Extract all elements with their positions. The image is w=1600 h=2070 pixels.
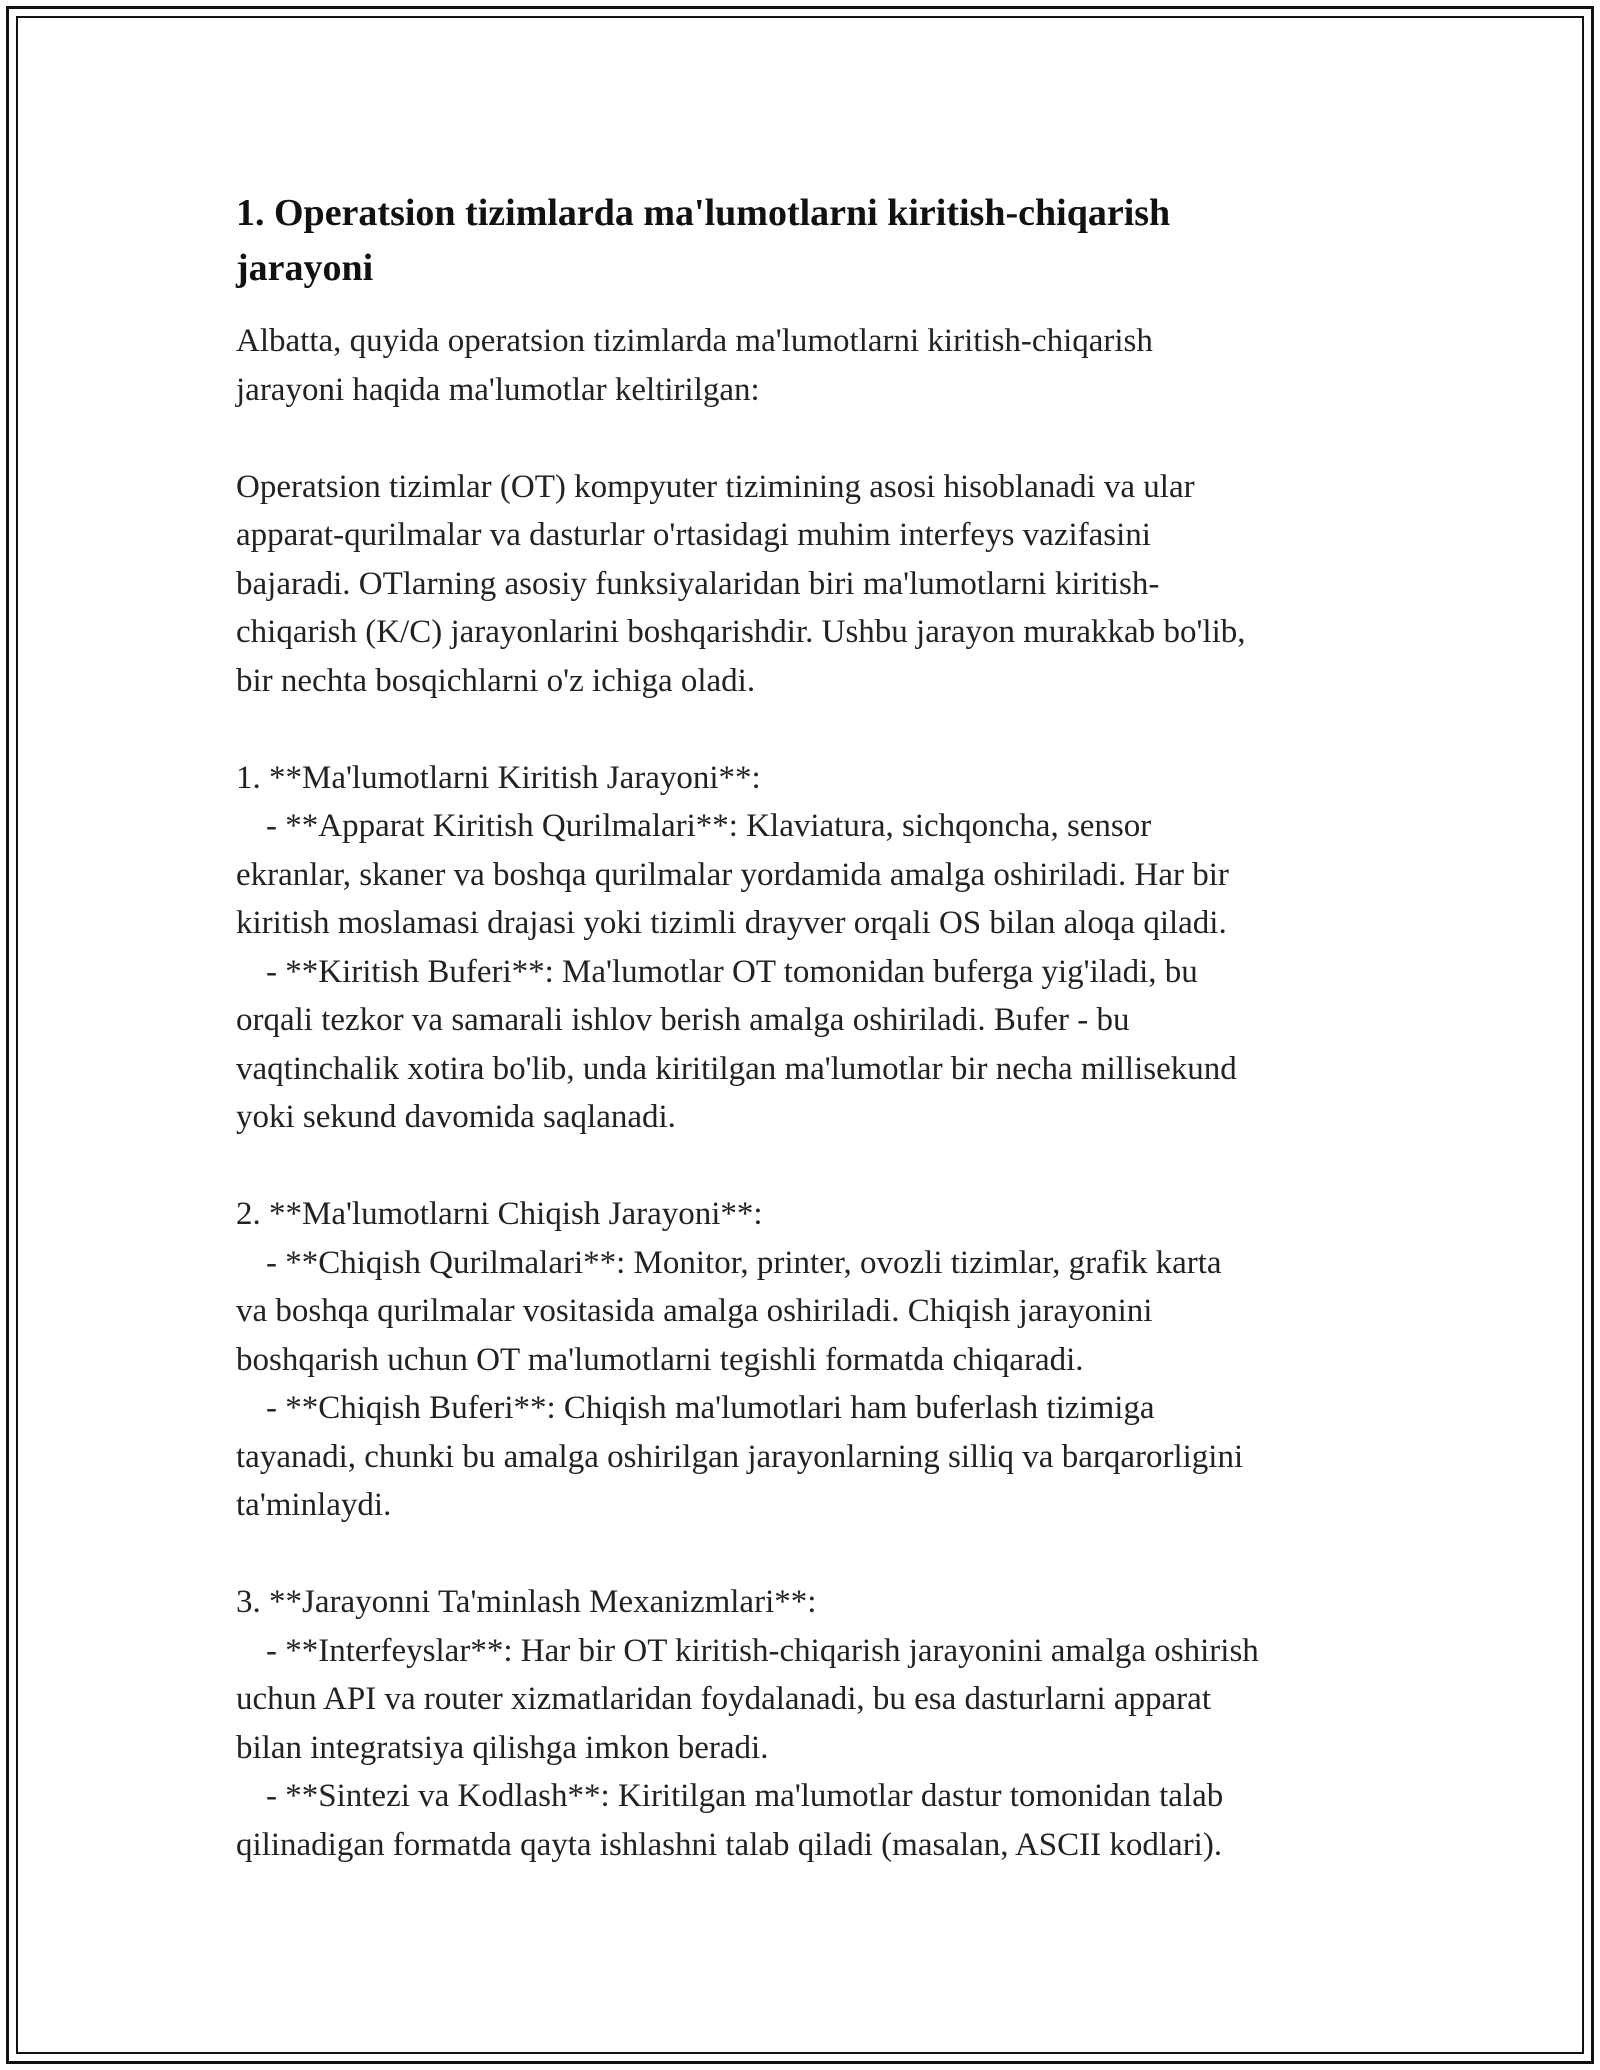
intro-paragraph: Albatta, quyida operatsion tizimlarda ma'lumotlarni kiritish-chiqarish jarayoni haqida ma'lumotlar keltirilgan:	[236, 323, 1153, 408]
bullet-item	[236, 948, 1386, 1142]
section-heading: 1. **Ma'lumotlarni Kiritish Jarayoni**:	[236, 759, 761, 796]
section-input	[236, 754, 1386, 1142]
section-heading: 2. **Ma'lumotlarni Chiqish Jarayoni**:	[236, 1196, 763, 1232]
document-body	[236, 186, 1386, 1869]
bullet-text: - **Chiqish Buferi**: Chiqish ma'lumotlari ham buferlash tizimiga tayanadi, chunki bu amalga oshirilgan jarayonlarning silliq va barqarorligini ta'minlaydi.	[236, 1390, 1244, 1523]
bullet-item	[236, 802, 1386, 948]
bullet-text: - **Apparat Kiritish Qurilmalari**: Klaviatura, sichqoncha, sensor ekranlar, skaner va boshqa qurilmalar yordamida amalga oshiriladi. Har bir kiritish moslamasi drajasi yoki tizimli drayver orqali OS bilan aloqa qiladi.	[236, 808, 1229, 941]
bullet-item	[236, 1384, 1386, 1530]
section-mechanisms	[236, 1578, 1386, 1869]
section-heading: 3. **Jarayonni Ta'minlash Mexanizmlari**:	[236, 1584, 817, 1620]
bullet-text: - **Interfeyslar**: Har bir OT kiritish-chiqarish jarayonini amalga oshirish uchun API va router xizmatlaridan foydalanadi, bu esa dasturlarni apparat bilan integratsiya qilishga imkon beradi.	[236, 1632, 1259, 1766]
bullet-text: - **Sintezi va Kodlash**: Kiritilgan ma'lumotlar dastur tomonidan talab qilinadigan formatda qayta ishlashni talab qiladi (masalan, ASCII kodlari).	[236, 1778, 1224, 1863]
bullet-text: - **Chiqish Qurilmalari**: Monitor, printer, ovozli tizimlar, grafik karta va boshqa qurilmalar vositasida amalga oshiriladi. Chiqish jarayonini boshqarish uchun OT ma'lumotlarni tegishli formatda chiqaradi.	[236, 1244, 1222, 1378]
title-line-2: jarayoni	[236, 247, 374, 289]
section-output	[236, 1190, 1386, 1530]
bullet-item	[236, 1627, 1386, 1773]
document-title	[236, 186, 1386, 296]
bullet-text: - **Kiritish Buferi**: Ma'lumotlar OT tomonidan buferga yig'iladi, bu orqali tezkor va samarali ishlov berish amalga oshiriladi. Bufer - bu vaqtinchalik xotira bo'lib, unda kiritilgan ma'lumotlar bir necha millisekund yoki sekund davomida saqlanadi.	[236, 953, 1237, 1135]
overview-paragraph: Operatsion tizimlar (OT) kompyuter tizimining asosi hisoblanadi va ular apparat-qurilmalar va dasturlar o'rtasidagi muhim interfeys vazifasini bajaradi. OTlarning asosiy funksiyalaridan biri ma'lumotlarni kiritish- chiqarish (K/C) jarayonlarini boshqarishdir. Ushbu jarayon murakkab bo'lib, bir nechta bosqichlarni o'z ichiga oladi.	[236, 468, 1246, 699]
bullet-item	[236, 1239, 1386, 1385]
title-line-1: 1. Operatsion tizimlarda ma'lumotlarni kiritish-chiqarish	[236, 192, 1171, 234]
bullet-item	[236, 1772, 1386, 1869]
